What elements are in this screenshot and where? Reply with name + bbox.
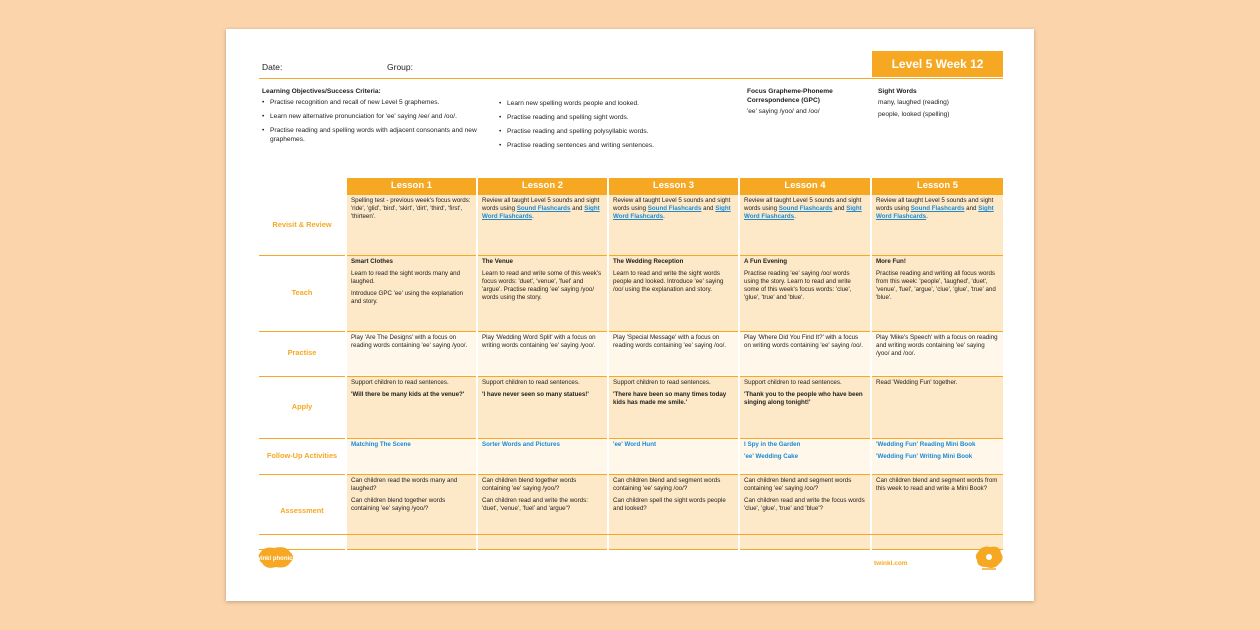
- cell-text: .: [663, 213, 665, 221]
- cell-text: and: [834, 205, 845, 213]
- sight-word-flashcards-link[interactable]: Sight Word Flashcards: [876, 205, 994, 221]
- sound-flashcards-link[interactable]: Sound Flashcards: [910, 205, 965, 213]
- cell-text: Can children blend and segment words containing 'ee' saying /oo/?: [744, 476, 852, 492]
- cell-text: Learn to read and write some of this week's focus words: 'duet', 'venue', 'fuel' and 'argue'. Practise reading 'ee' saying /yoo/ words using the story.: [482, 269, 602, 302]
- lesson-4-header: Lesson 4: [739, 178, 871, 195]
- sight-words-title: Sight Words: [878, 88, 917, 95]
- apply-sentence: 'I have never seen so many statues!': [482, 390, 589, 398]
- assessment-row: [259, 474, 1003, 549]
- teach-lesson-1: [346, 255, 477, 331]
- gpc-title: Focus Grapheme-Phoneme Correspondence (GPC): [747, 88, 833, 104]
- followup-lesson-4: [739, 438, 871, 474]
- cell-text: Can children read the words many and laughed?: [351, 476, 458, 492]
- logo-wordmark: twinkl phonics: [256, 556, 296, 562]
- cell-text: Spelling test - previous week's focus words: 'ride', 'glid', 'bird', 'skirt', 'dirt', 'third', 'first', 'thirteen'.: [351, 197, 471, 221]
- revisit-lesson-1: [346, 195, 477, 255]
- objectives-title: Learning Objectives/Success Criteria:: [262, 88, 381, 95]
- sight-word-flashcards-link[interactable]: Sight Word Flashcards: [482, 205, 600, 221]
- apply-lesson-1: [346, 376, 477, 438]
- revisit-lesson-2: [477, 195, 608, 255]
- teach-label: Teach: [259, 255, 346, 331]
- lesson-2-header: Lesson 2: [477, 178, 608, 195]
- followup-lesson-3: [608, 438, 739, 474]
- lesson-5-header: Lesson 5: [871, 178, 1003, 195]
- cell-text: Support children to read sentences.: [482, 378, 580, 386]
- sight-words-line: people, looked (spelling): [878, 111, 950, 118]
- apply-lesson-4: [739, 376, 871, 438]
- cell-title: The Wedding Reception: [613, 257, 684, 265]
- followup-lesson-1: [346, 438, 477, 474]
- lesson-header-row: [259, 178, 1003, 195]
- sight-word-flashcards-link[interactable]: Sight Word Flashcards: [613, 205, 731, 221]
- revisit-row: [259, 195, 1003, 255]
- cell-text: .: [532, 213, 534, 221]
- cell-text: Can children read and write the focus words 'clue', 'glue', 'true' and 'blue'?: [744, 496, 865, 513]
- assessment-lesson-1: [346, 474, 477, 549]
- objective-item: • Practise reading sentences and writing sentences.: [499, 141, 729, 150]
- cell-text: Can children blend together words containing 'ee' saying /yoo/?: [351, 496, 446, 513]
- assessment-lesson-2: [477, 474, 608, 549]
- apply-lesson-3: [608, 376, 739, 438]
- followup-lesson-5: [871, 438, 1003, 474]
- activity-link[interactable]: I Spy in the Garden: [744, 440, 801, 448]
- planning-sheet: [226, 29, 1034, 601]
- apply-label: Apply: [259, 376, 346, 438]
- sound-flashcards-link[interactable]: Sound Flashcards: [647, 205, 702, 213]
- objective-item: • Learn new alternative pronunciation for 'ee' saying /ee/ and /oo/.: [262, 112, 494, 121]
- revisit-lesson-4: [739, 195, 871, 255]
- practise-lesson-1: Play 'Are The Designs' with a focus on reading words containing 'ee' saying /yoo/.: [346, 331, 477, 376]
- activity-link[interactable]: Matching The Scene: [351, 440, 411, 448]
- followup-label: Follow-Up Activities: [259, 438, 346, 474]
- header-divider: [259, 78, 1003, 79]
- logo-badge-icon: [256, 545, 298, 575]
- lesson-3-header: Lesson 3: [608, 178, 739, 195]
- cell-text: and: [966, 205, 977, 213]
- practise-row: [259, 331, 1003, 376]
- cell-text: Support children to read sentences.: [351, 378, 449, 386]
- activity-link[interactable]: 'Wedding Fun' Writing Mini Book: [876, 452, 973, 460]
- footer-divider: [259, 534, 1003, 535]
- apply-sentence: 'Will there be many kids at the venue?': [351, 390, 465, 398]
- cell-text: Can children blend and segment words containing 'ee' saying /oo/?: [613, 476, 721, 492]
- cell-text: Practise reading 'ee' saying /oo/ words using the story. Learn to read and write some of this week's focus words: 'clue', 'glue', 'true' and 'blue'.: [744, 269, 852, 302]
- twinkl-badge-logo: [972, 542, 1006, 576]
- cell-text: Read 'Wedding Fun' together.: [876, 378, 958, 386]
- cell-text: Support children to read sentences.: [613, 378, 711, 386]
- lesson-1-header: Lesson 1: [346, 178, 477, 195]
- star-badge-icon: [972, 542, 1006, 576]
- activity-link[interactable]: Sorter Words and Pictures: [482, 440, 560, 448]
- gpc-text: 'ee' saying /yoo/ and /oo/: [747, 108, 820, 115]
- activity-link[interactable]: 'Wedding Fun' Reading Mini Book: [876, 440, 976, 448]
- cell-text: Review all taught Level 5 sounds and sight words using: [482, 197, 600, 213]
- cell-text: and: [572, 205, 583, 213]
- teach-lesson-3: [608, 255, 739, 331]
- cell-title: A Fun Evening: [744, 257, 788, 265]
- cell-text: Can children blend together words containing 'ee' saying /yoo/?: [482, 476, 577, 492]
- teach-lesson-5: [871, 255, 1003, 331]
- revisit-lesson-5: [871, 195, 1003, 255]
- lesson-grid: [259, 178, 1003, 550]
- group-label: Group:: [387, 62, 413, 72]
- cell-text: and: [703, 205, 714, 213]
- date-label: Date:: [262, 62, 283, 72]
- footer-url[interactable]: twinkl.com: [874, 560, 908, 567]
- apply-sentence: 'There have been so many times today kids has made me smile.': [613, 390, 727, 406]
- assessment-lesson-4: [739, 474, 871, 549]
- level-week-title: Level 5 Week 12: [872, 51, 1003, 77]
- objective-item: • Practise recognition and recall of new Level 5 graphemes.: [262, 98, 494, 107]
- cell-text: Support children to read sentences.: [744, 378, 842, 386]
- cell-title: Smart Clothes: [351, 257, 393, 265]
- practise-label: Practise: [259, 331, 346, 376]
- cell-text: Review all taught Level 5 sounds and sight words using: [744, 197, 862, 213]
- practise-lesson-5: Play 'Mike's Speech' with a focus on reading and writing words containing 'ee' saying /yoo/ and /oo/.: [871, 331, 1003, 376]
- sound-flashcards-link[interactable]: Sound Flashcards: [778, 205, 833, 213]
- twinkl-phonics-logo: [256, 545, 298, 575]
- activity-link[interactable]: 'ee' Wedding Cake: [744, 452, 799, 460]
- objectives-col1: [262, 87, 494, 149]
- apply-lesson-2: [477, 376, 608, 438]
- grid-corner: [259, 178, 346, 195]
- cell-text: Can children read and write the words: 'duet', 'venue', 'fuel' and 'argue'?: [482, 496, 588, 513]
- objective-item: • Practise reading and spelling words with adjacent consonants and new graphemes.: [262, 126, 494, 144]
- cell-title: The Venue: [482, 257, 513, 265]
- objective-item: • Practise reading and spelling sight words.: [499, 113, 729, 122]
- objectives-col2: [499, 99, 729, 155]
- activity-link[interactable]: 'ee' Word Hunt: [613, 440, 657, 448]
- sight-words-block: [878, 87, 1003, 122]
- cell-text: Review all taught Level 5 sounds and sight words using: [613, 197, 731, 213]
- sight-words-line: many, laughed (reading): [878, 99, 949, 106]
- assessment-lesson-5: [871, 474, 1003, 549]
- assessment-label: Assessment: [259, 474, 346, 549]
- followup-lesson-2: [477, 438, 608, 474]
- cell-text: Learn to read the sight words many and laughed.: [351, 269, 461, 285]
- cell-text: Learn to read and write the sight words people and looked. Introduce 'ee' saying /oo/ using the explanation and story.: [613, 269, 724, 294]
- cell-text: Can children spell the sight words people and looked?: [613, 496, 726, 513]
- apply-sentence: 'Thank you to the people who have been singing along tonight!': [744, 390, 863, 406]
- cell-title: More Fun!: [876, 257, 906, 265]
- teach-lesson-4: [739, 255, 871, 331]
- apply-row: [259, 376, 1003, 438]
- sight-word-flashcards-link[interactable]: Sight Word Flashcards: [744, 205, 862, 221]
- apply-lesson-5: [871, 376, 1003, 438]
- gpc-block: [747, 87, 865, 119]
- revisit-lesson-3: [608, 195, 739, 255]
- cell-text: .: [926, 213, 928, 221]
- objective-item: • Learn new spelling words people and looked.: [499, 99, 729, 108]
- assessment-lesson-3: [608, 474, 739, 549]
- teach-lesson-2: [477, 255, 608, 331]
- cell-text: Practise reading and writing all focus words from this week: 'people', 'laughed', 'duet', 'venue', 'fuel', 'argue', 'clue', 'glue', 'true' and 'blue'.: [876, 269, 996, 302]
- cell-text: Review all taught Level 5 sounds and sight words using: [876, 197, 994, 213]
- practise-lesson-3: Play 'Special Message' with a focus on reading words containing 'ee' saying /oo/.: [608, 331, 739, 376]
- practise-lesson-2: Play 'Wedding Word Split' with a focus on writing words containing 'ee' saying /yoo/.: [477, 331, 608, 376]
- revisit-label: Revisit & Review: [259, 195, 346, 255]
- cell-text: .: [794, 213, 796, 221]
- followup-row: [259, 438, 1003, 474]
- cell-text: Introduce GPC 'ee' using the explanation and story.: [351, 290, 464, 306]
- objective-item: • Practise reading and spelling polysyllabic words.: [499, 127, 729, 136]
- cell-text: Can children blend and segment words from this week to read and write a Mini Book?: [876, 476, 998, 492]
- practise-lesson-4: Play 'Where Did You Find It?' with a focus on writing words containing 'ee' saying /oo/.: [739, 331, 871, 376]
- teach-row: [259, 255, 1003, 331]
- sound-flashcards-link[interactable]: Sound Flashcards: [516, 205, 571, 213]
